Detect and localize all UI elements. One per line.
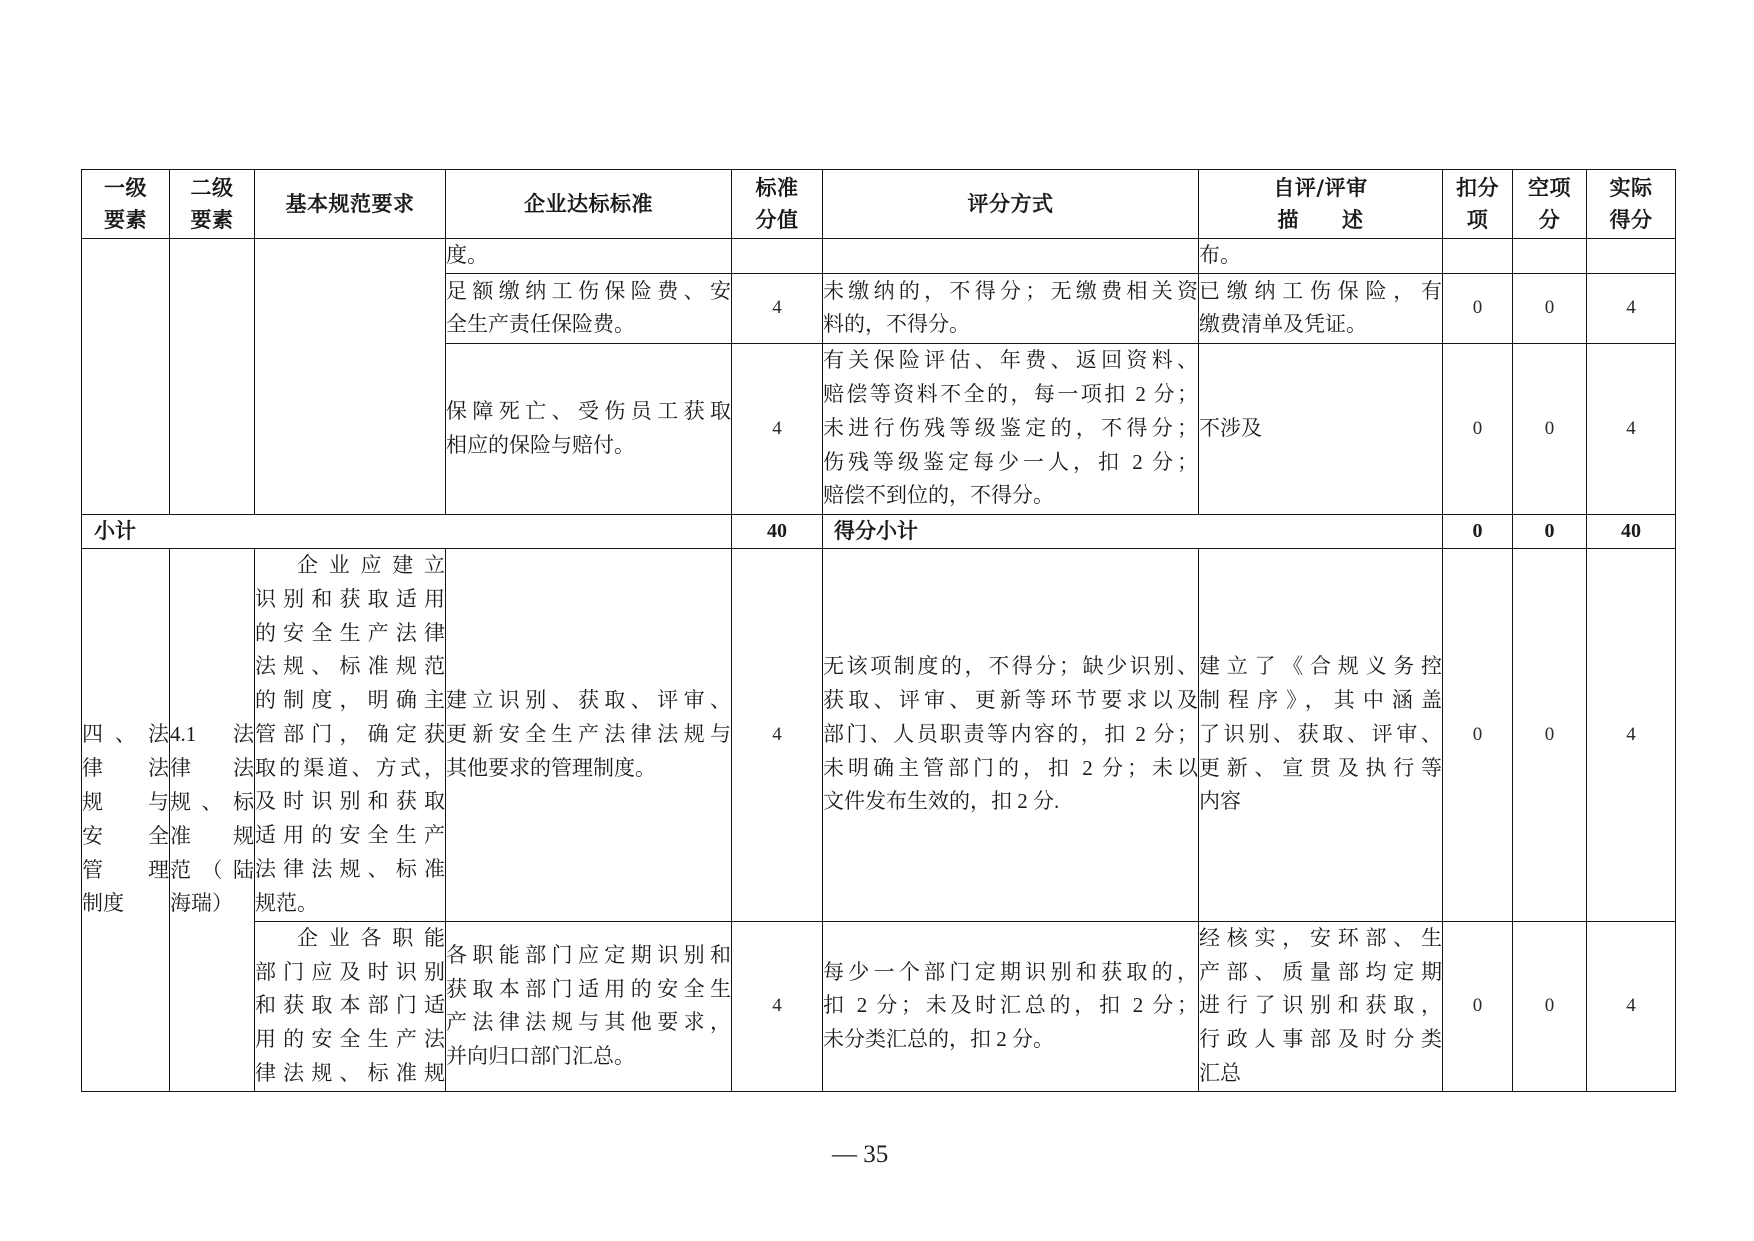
- text-line: 法律法规、标准: [255, 857, 445, 882]
- text-line: 其他要求的管理制度。: [446, 755, 656, 780]
- text-line: 制度: [82, 891, 124, 916]
- text-line: 度。: [446, 243, 488, 267]
- header-blank-item: 空项 分: [1513, 170, 1587, 239]
- scoring-method-cell: [823, 343, 1199, 514]
- text-line: 部门应及时识别: [255, 959, 445, 984]
- scoring-method-cell: [823, 921, 1199, 1091]
- self-review-cell: [1199, 343, 1443, 514]
- text-line: 和获取本部门适: [255, 993, 445, 1018]
- self-review-cell: [1199, 921, 1443, 1091]
- text-line: 料的，不得分。: [823, 312, 970, 337]
- text-line: 律法: [170, 756, 254, 781]
- header-basic-requirement: 基本规范要求: [255, 170, 446, 239]
- deduction-cell: [1443, 239, 1513, 274]
- scoring-method-cell: [823, 239, 1199, 274]
- text-line: 安全: [82, 823, 169, 848]
- blank-item-cell: 0: [1513, 343, 1587, 514]
- text-line: 有关保险评估、年费、返回资料、: [823, 348, 1198, 373]
- table-row: [82, 548, 1676, 921]
- text-line: 文件发布生效的，扣 2 分.: [823, 789, 1060, 814]
- text-line: 制程序》，其中涵盖: [1199, 688, 1442, 713]
- text-line: 规范。: [255, 890, 318, 915]
- level2-element-cell: [170, 548, 255, 1091]
- blank-item-cell: 0: [1513, 273, 1587, 343]
- standard-score-cell: [732, 239, 823, 274]
- text-line: 足额缴纳工伤保险费、安: [446, 278, 731, 303]
- text-line: 布。: [1199, 243, 1241, 267]
- text-line: 范（陆: [170, 857, 254, 882]
- text-line: 未缴纳的，不得分；无缴费相关资: [823, 278, 1198, 303]
- header-row: [82, 170, 1676, 239]
- text-line: 未分类汇总的，扣 2 分。: [823, 1027, 1054, 1052]
- text-line: 管部门，确定获: [255, 721, 445, 746]
- subtotal-deduction: 0: [1443, 514, 1513, 548]
- table-row: [82, 921, 1676, 1091]
- self-review-cell: [1199, 548, 1443, 921]
- deduction-cell: 0: [1443, 343, 1513, 514]
- text-line: 伤残等级鉴定每少一人，扣 2 分；: [823, 449, 1198, 474]
- text-line: 保障死亡、受伤员工获取: [446, 399, 731, 423]
- enterprise-standard-cell: [446, 548, 732, 921]
- text-line: 企业应建立: [297, 552, 445, 577]
- header-deduction: 扣分 项: [1443, 170, 1513, 239]
- text-line: 获取、评审、更新等环节要求以及: [823, 688, 1198, 713]
- subtotal-label: 小计: [82, 514, 732, 548]
- text-line: 更新安全生产法律法规与: [446, 721, 731, 746]
- header-scoring-method: 评分方式: [823, 170, 1199, 239]
- basic-requirement-cell: [255, 921, 446, 1091]
- enterprise-standard-cell: [446, 273, 732, 343]
- text-line: 缴费清单及凭证。: [1199, 312, 1367, 337]
- actual-score-cell: 4: [1587, 548, 1676, 921]
- text-line: 企业各职能: [297, 925, 445, 950]
- scoring-method-cell: [823, 548, 1199, 921]
- text-line: 内容: [1199, 789, 1241, 814]
- text-line: 律法: [82, 756, 169, 781]
- blank-item-cell: [1513, 239, 1587, 274]
- subtotal-actual-score: 40: [1587, 514, 1676, 548]
- text-line: 建立了《合规义务控: [1199, 654, 1442, 679]
- text-line: 已缴纳工伤保险，有: [1199, 278, 1442, 303]
- header-level1-element: 一级 要素: [82, 170, 170, 239]
- text-line: 赔偿等资料不全的，每一项扣 2 分；: [823, 382, 1198, 407]
- self-review-cell: [1199, 273, 1443, 343]
- text-line: 的安全生产法律: [255, 620, 445, 645]
- page-number: — 35: [832, 1141, 889, 1168]
- text-line: 全生产责任保险费。: [446, 312, 635, 337]
- text-line: 取的渠道、方式，: [255, 755, 445, 780]
- text-line: 产部、质量部均定期: [1199, 959, 1442, 984]
- text-line: 各职能部门应定期识别和: [446, 942, 731, 967]
- level2-element-cell: [170, 239, 255, 515]
- text-line: 无该项制度的，不得分；缺少识别、: [823, 654, 1198, 679]
- text-line: 行政人事部及时分类: [1199, 1027, 1442, 1052]
- text-line: 部门、人员职责等内容的，扣 2 分；: [823, 721, 1198, 746]
- header-standard-score: 标准 分值: [732, 170, 823, 239]
- enterprise-standard-cell: [446, 343, 732, 514]
- header-enterprise-standard: 企业达标标准: [446, 170, 732, 239]
- text-line: 适用的安全生产: [255, 823, 445, 848]
- text-line: 未明确主管部门的，扣 2 分；未以: [823, 755, 1198, 780]
- text-line: 未进行伤残等级鉴定的，不得分；: [823, 415, 1198, 440]
- enterprise-standard-cell: [446, 239, 732, 274]
- deduction-cell: 0: [1443, 273, 1513, 343]
- actual-score-cell: [1587, 239, 1676, 274]
- standard-score-cell: 4: [732, 921, 823, 1091]
- text-line: 相应的保险与赔付。: [446, 432, 635, 457]
- header-self-review: 自评/评审 描 述: [1199, 170, 1443, 239]
- level1-element-cell: [82, 548, 170, 1091]
- text-line: 每少一个部门定期识别和获取的，: [823, 959, 1198, 984]
- text-line: 更新、宣贯及执行等: [1199, 755, 1442, 780]
- text-line: 律法规、标准规: [255, 1060, 445, 1085]
- standard-score-cell: 4: [732, 343, 823, 514]
- text-line: 产法律法规与其他要求，: [446, 1010, 731, 1035]
- text-line: 经核实，安环部、生: [1199, 925, 1442, 950]
- subtotal-blank-item: 0: [1513, 514, 1587, 548]
- text-line: 扣 2 分；未及时汇总的，扣 2 分；: [823, 993, 1198, 1018]
- text-line: 不涉及: [1199, 415, 1262, 440]
- text-line: 的制度，明确主: [255, 688, 445, 713]
- text-line: 用的安全生产法: [255, 1027, 445, 1052]
- text-line: 四、法: [82, 722, 169, 747]
- text-line: 准规: [170, 823, 254, 848]
- header-level2-element: 二级 要素: [170, 170, 255, 239]
- text-line: 规与: [82, 790, 169, 814]
- self-review-cell: [1199, 239, 1443, 274]
- text-line: 并向归口部门汇总。: [446, 1044, 635, 1069]
- text-line: 识别和获取适用: [255, 586, 445, 611]
- actual-score-cell: 4: [1587, 343, 1676, 514]
- text-line: 管理: [82, 857, 169, 882]
- subtotal-row: [82, 514, 1676, 548]
- evaluation-table: [81, 169, 1676, 1092]
- actual-score-cell: 4: [1587, 921, 1676, 1091]
- text-line: 4.1法: [170, 722, 254, 747]
- table-row: [82, 239, 1676, 274]
- text-line: 了识别、获取、评审、: [1199, 721, 1442, 746]
- basic-requirement-cell: [255, 548, 446, 921]
- text-line: 法规、标准规范: [255, 654, 445, 679]
- standard-score-cell: 4: [732, 273, 823, 343]
- deduction-cell: 0: [1443, 548, 1513, 921]
- basic-requirement-cell: [255, 239, 446, 515]
- header-actual-score: 实际 得分: [1587, 170, 1676, 239]
- subtotal-standard-score: 40: [732, 514, 823, 548]
- text-line: 汇总: [1199, 1060, 1241, 1085]
- text-line: 及时识别和获取: [255, 789, 445, 814]
- text-line: 获取本部门适用的安全生: [446, 976, 731, 1001]
- text-line: 建立识别、获取、评审、: [446, 688, 731, 713]
- actual-score-cell: 4: [1587, 273, 1676, 343]
- scoring-method-cell: [823, 273, 1199, 343]
- standard-score-cell: 4: [732, 548, 823, 921]
- text-line: 规、标: [170, 790, 254, 814]
- text-line: 进行了识别和获取，: [1199, 993, 1442, 1018]
- text-line: 赔偿不到位的，不得分。: [823, 483, 1054, 508]
- deduction-cell: 0: [1443, 921, 1513, 1091]
- blank-item-cell: 0: [1513, 548, 1587, 921]
- text-line: 海瑞）: [170, 891, 233, 916]
- level1-element-cell: [82, 239, 170, 515]
- enterprise-standard-cell: [446, 921, 732, 1091]
- blank-item-cell: 0: [1513, 921, 1587, 1091]
- subtotal-score-label: 得分小计: [823, 514, 1443, 548]
